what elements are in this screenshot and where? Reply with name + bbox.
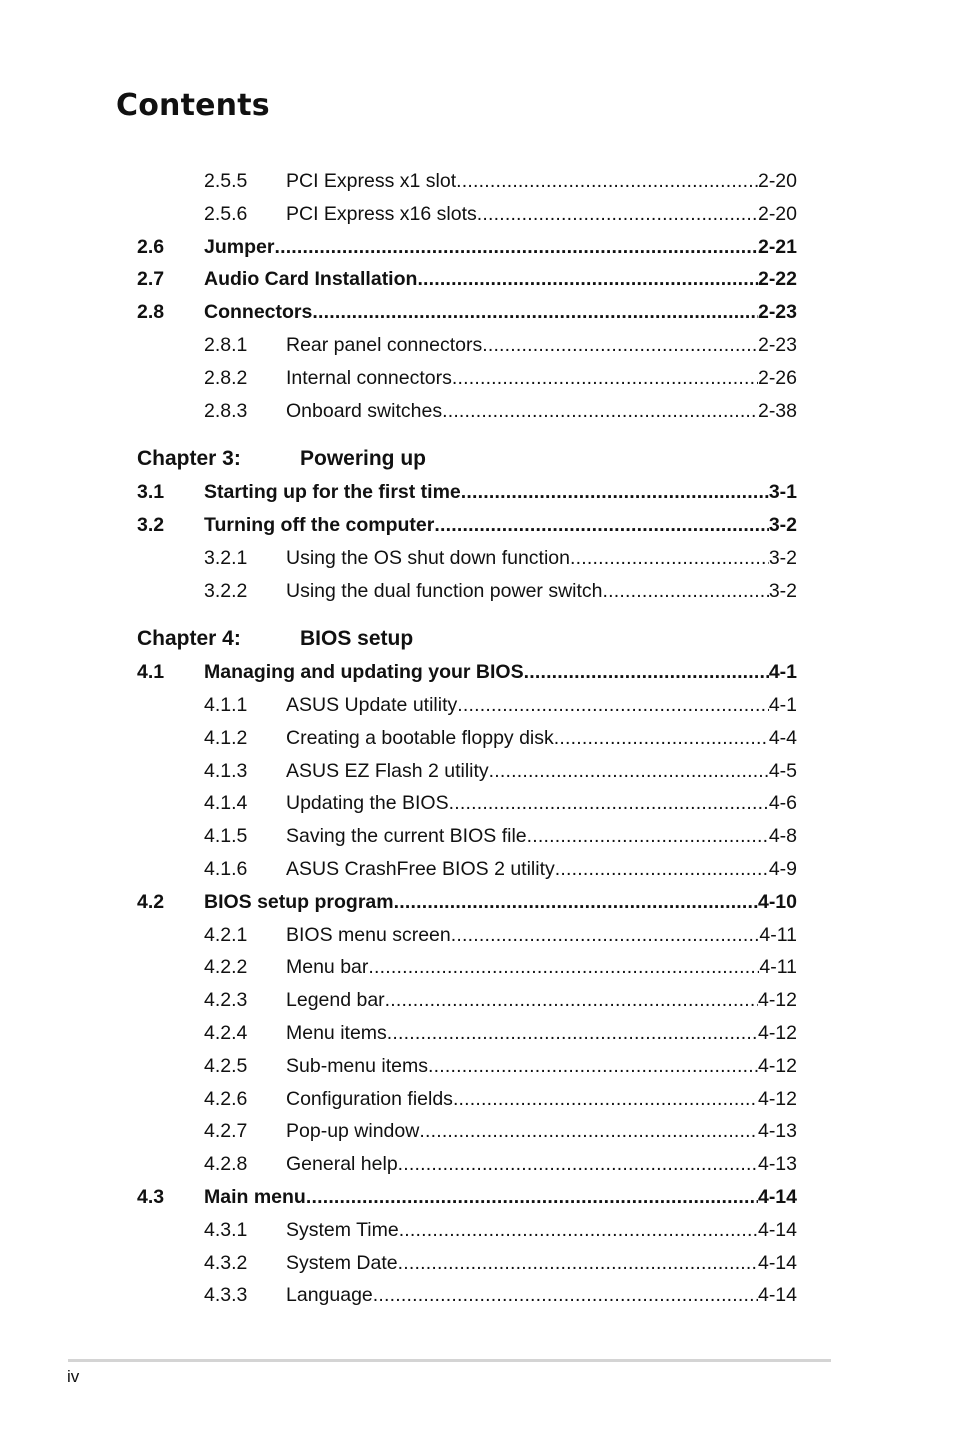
dot-leader [387,1018,758,1048]
toc-section-entry[interactable] [0,477,954,507]
entry-page-number: 3-2 [768,546,797,569]
entry-number: 4.2.1 [204,923,248,946]
entry-leader-line [286,788,797,818]
entry-leader-line [286,396,797,426]
chapter-label: Chapter 4: [137,627,241,651]
entry-number: 3.2 [137,514,165,536]
entry-title: Starting up for the first time [204,481,461,504]
entry-number: 4.2.7 [204,1120,248,1143]
dot-leader [394,887,758,917]
dot-leader [312,297,758,327]
entry-title: Rear panel connectors [286,334,483,356]
entry-page-number: 4-4 [768,726,797,749]
dot-leader [428,1051,758,1081]
entry-leader-line [204,657,797,687]
entry-page-number: 2-22 [757,268,797,291]
toc-subsection-entry[interactable] [0,1248,954,1278]
dot-leader [419,1116,758,1146]
toc-subsection-entry[interactable] [0,1051,954,1081]
entry-leader-line [286,854,797,884]
entry-number: 2.8.1 [204,334,248,356]
entry-leader-line [286,576,797,606]
entry-leader-line [286,985,797,1015]
toc-subsection-entry[interactable] [0,1149,954,1179]
toc-subsection-entry[interactable] [0,396,954,426]
entry-number: 2.8.3 [204,399,248,422]
entry-title: Pop-up window [286,1120,420,1143]
entry-page-number: 4-14 [757,1284,797,1307]
dot-leader [477,199,758,229]
entry-leader-line [286,1149,797,1179]
dot-leader [555,854,769,884]
dot-leader [417,264,758,294]
entry-number: 2.7 [137,268,165,291]
entry-leader-line [286,1248,797,1278]
entry-page-number: 4-9 [768,858,797,880]
entry-page-number: 4-1 [768,661,797,684]
entry-page-number: 2-23 [757,301,797,324]
dot-leader [451,920,760,950]
entry-title: Language [286,1284,373,1307]
entry-title: Jumper [204,235,275,258]
entry-leader-line [286,920,797,950]
entry-leader-line [286,1280,797,1310]
dot-leader [434,510,768,540]
entry-number: 2.5.6 [204,202,248,225]
entry-number: 4.1.2 [204,726,248,749]
entry-page-number: 2-23 [757,334,797,356]
entry-leader-line [286,1018,797,1048]
dot-leader [373,1280,758,1310]
entry-leader-line [204,297,797,327]
dot-leader [570,543,769,573]
entry-leader-line [204,232,797,262]
entry-number: 4.3.3 [204,1284,248,1307]
toc-subsection-entry[interactable] [0,1018,954,1048]
entry-number: 4.3.1 [204,1218,248,1241]
footer-divider [68,1359,831,1362]
entry-number: 4.2.3 [204,989,248,1012]
dot-leader [527,821,769,851]
entry-title: PCI Express x16 slots [286,202,477,225]
dot-leader [385,985,758,1015]
entry-title: Turning off the computer [204,514,435,536]
toc-subsection-entry[interactable] [0,952,954,982]
entry-title: Onboard switches [286,399,443,422]
entry-leader-line [286,1051,797,1081]
toc-section-entry[interactable] [0,657,954,687]
toc-subsection-entry[interactable] [0,854,954,884]
entry-title: Using the OS shut down function [286,546,570,569]
dot-leader [524,657,769,687]
chapter-heading [0,443,954,475]
entry-page-number: 3-2 [768,514,797,536]
entry-page-number: 4-12 [757,989,797,1012]
entry-page-number: 3-2 [768,579,797,602]
entry-title: Menu items [286,1022,387,1044]
dot-leader [368,952,759,982]
entry-leader-line [286,690,797,720]
entry-page-number: 2-38 [757,399,797,422]
entry-title: General help [286,1153,398,1176]
entry-title: Creating a bootable floppy disk [286,726,554,749]
entry-leader-line [204,510,797,540]
dot-leader [603,576,769,606]
entry-page-number: 4-5 [768,759,797,782]
entry-number: 4.1.5 [204,825,248,848]
entry-leader-line [204,477,797,507]
toc-subsection-entry[interactable] [0,788,954,818]
dot-leader [461,477,769,507]
entry-number: 4.1.4 [204,792,248,815]
toc-subsection-entry[interactable] [0,363,954,393]
entry-leader-line [286,756,797,786]
toc-section-entry[interactable] [0,1182,954,1212]
entry-number: 4.1 [137,661,165,684]
entry-leader-line [286,363,797,393]
toc-subsection-entry[interactable] [0,543,954,573]
entry-title: Legend bar [286,989,385,1012]
entry-page-number: 3-1 [768,481,797,504]
toc-section-entry[interactable] [0,510,954,540]
entry-title: ASUS CrashFree BIOS 2 utility [286,858,555,880]
entry-number: 4.2 [137,890,165,913]
toc-subsection-entry[interactable] [0,1215,954,1245]
entry-number: 2.6 [137,235,165,258]
entry-leader-line [204,264,797,294]
toc-section-entry[interactable] [0,887,954,917]
entry-number: 4.1.3 [204,759,248,782]
toc-subsection-entry[interactable] [0,756,954,786]
entry-page-number: 4-14 [757,1218,797,1241]
dot-leader [306,1182,758,1212]
entry-title: Main menu [204,1186,306,1208]
chapter-heading [0,623,954,655]
entry-title: Using the dual function power switch [286,579,603,602]
toc-subsection-entry[interactable] [0,690,954,720]
entry-title: Saving the current BIOS file [286,825,527,848]
dot-leader [453,1084,758,1114]
entry-title: Managing and updating your BIOS [204,661,524,684]
entry-leader-line [204,887,797,917]
dot-leader [399,1215,758,1245]
entry-title: Menu bar [286,956,369,979]
entry-title: Internal connectors [286,366,452,389]
dot-leader [398,1248,758,1278]
entry-page-number: 2-20 [757,202,797,225]
dot-leader [398,1149,758,1179]
toc-subsection-entry[interactable] [0,166,954,196]
toc-subsection-entry[interactable] [0,576,954,606]
entry-page-number: 4-13 [757,1120,797,1143]
page-title: Contents [116,88,270,123]
entry-page-number: 4-14 [757,1251,797,1274]
toc-subsection-entry[interactable] [0,985,954,1015]
toc-subsection-entry[interactable] [0,920,954,950]
chapter-title: BIOS setup [300,627,414,651]
entry-page-number: 2-21 [757,235,797,258]
entry-page-number: 2-20 [757,170,797,192]
entry-number: 3.2.1 [204,546,248,569]
toc-subsection-entry[interactable] [0,1280,954,1310]
entry-page-number: 4-14 [757,1186,797,1208]
entry-page-number: 2-26 [757,366,797,389]
footer-page-number: iv [67,1367,80,1386]
entry-leader-line [286,1116,797,1146]
chapter-title: Powering up [300,447,426,471]
dot-leader [482,330,758,360]
dot-leader [554,723,769,753]
entry-leader-line [286,821,797,851]
toc-subsection-entry[interactable] [0,1116,954,1146]
entry-title: ASUS EZ Flash 2 utility [286,759,489,782]
entry-page-number: 4-13 [757,1153,797,1176]
entry-leader-line [286,1215,797,1245]
entry-number: 4.2.6 [204,1087,248,1110]
toc-subsection-entry[interactable] [0,330,954,360]
entry-title: Sub-menu items [286,1054,428,1077]
entry-page-number: 4-10 [757,890,797,913]
entry-page-number: 4-12 [757,1087,797,1110]
toc-subsection-entry[interactable] [0,723,954,753]
entry-title: ASUS Update utility [286,694,458,716]
entry-title: System Date [286,1251,398,1274]
entry-number: 2.5.5 [204,170,248,192]
dot-leader [489,756,769,786]
entry-leader-line [286,1084,797,1114]
entry-number: 4.1.6 [204,858,248,880]
entry-leader-line [286,166,797,196]
entry-title: BIOS setup program [204,890,394,913]
entry-number: 4.3 [137,1186,165,1208]
entry-title: System Time [286,1218,399,1241]
toc-subsection-entry[interactable] [0,821,954,851]
entry-page-number: 4-8 [768,825,797,848]
entry-number: 4.2.2 [204,956,248,979]
entry-number: 3.1 [137,481,165,504]
entry-title: Updating the BIOS [286,792,449,815]
toc-section-entry[interactable] [0,264,954,294]
dot-leader [442,396,758,426]
entry-leader-line [286,199,797,229]
dot-leader [274,232,758,262]
dot-leader [457,690,769,720]
entry-leader-line [286,952,797,982]
chapter-label: Chapter 3: [137,447,241,471]
dot-leader [452,363,758,393]
entry-leader-line [286,330,797,360]
dot-leader [449,788,769,818]
entry-number: 4.2.4 [204,1022,248,1044]
entry-number: 4.2.8 [204,1153,248,1176]
toc-section-entry[interactable] [0,297,954,327]
dot-leader [456,166,758,196]
entry-title: Audio Card Installation [204,268,418,291]
toc-section-entry[interactable] [0,232,954,262]
entry-number: 4.1.1 [204,694,248,716]
entry-number: 3.2.2 [204,579,248,602]
entry-title: PCI Express x1 slot [286,170,457,192]
entry-title: Configuration fields [286,1087,453,1110]
toc-subsection-entry[interactable] [0,1084,954,1114]
entry-leader-line [204,1182,797,1212]
entry-page-number: 4-11 [759,923,797,946]
toc-subsection-entry[interactable] [0,199,954,229]
entry-title: BIOS menu screen [286,923,451,946]
entry-number: 2.8 [137,301,165,324]
entry-title: Connectors [204,301,313,324]
entry-number: 4.3.2 [204,1251,248,1274]
entry-number: 2.8.2 [204,366,248,389]
entry-page-number: 4-12 [757,1054,797,1077]
entry-page-number: 4-1 [768,694,797,716]
entry-page-number: 4-6 [768,792,797,815]
entry-leader-line [286,723,797,753]
entry-page-number: 4-12 [757,1022,797,1044]
entry-number: 4.2.5 [204,1054,248,1077]
entry-leader-line [286,543,797,573]
entry-page-number: 4-11 [759,956,797,979]
